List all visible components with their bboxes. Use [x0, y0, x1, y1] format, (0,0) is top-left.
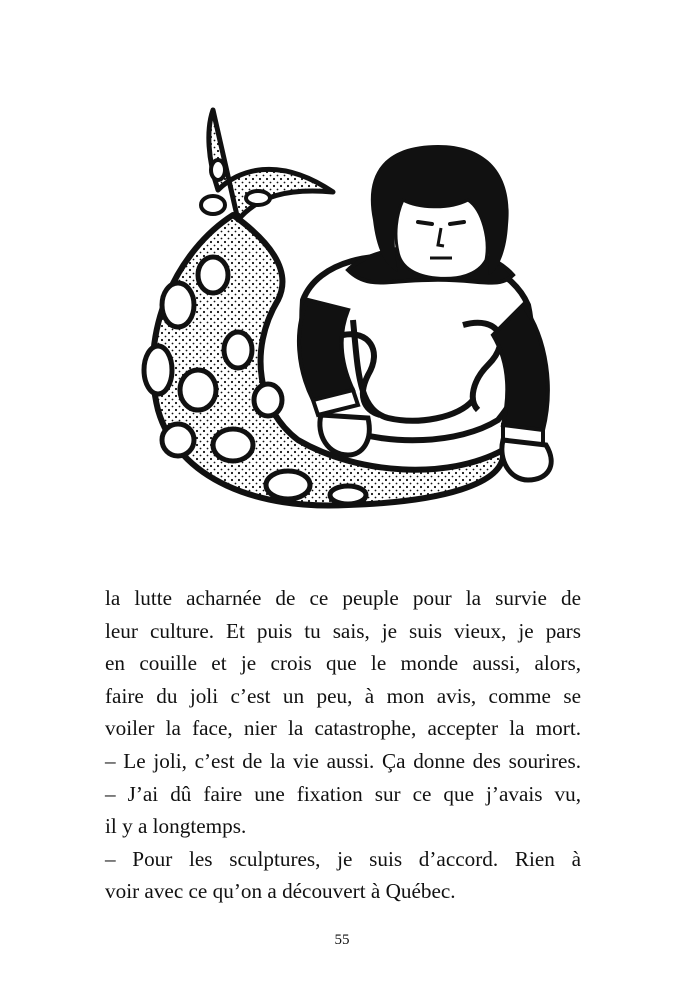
text-line: leur culture. Et puis tu sais, je suis vieux, je pars	[105, 618, 581, 643]
text-line: en couille et je crois que le monde aussi, alors,	[105, 651, 581, 676]
text-line: – Le joli, c’est de la vie aussi. Ça donne des sourires.	[105, 748, 581, 773]
text-line: il y a longtemps.	[105, 814, 247, 839]
text-line: – Pour les sculptures, je suis d’accord. Rien à	[105, 846, 581, 871]
tail-fin	[201, 110, 333, 220]
text-line: faire du joli c’est un peu, à mon avis, comme se	[105, 683, 581, 708]
text-line: voir avec ce qu’on a découvert à Québec.	[105, 879, 456, 904]
text-line: voiler la face, nier la catastrophe, accepter la mort.	[105, 716, 581, 741]
mermaid-illustration	[118, 100, 578, 520]
text-line: la lutte acharnée de ce peuple pour la survie de	[105, 586, 581, 610]
page-number: 55	[334, 932, 350, 948]
body-text	[105, 582, 581, 908]
text-line: – J’ai dû faire une fixation sur ce que j’avais vu,	[105, 781, 581, 806]
